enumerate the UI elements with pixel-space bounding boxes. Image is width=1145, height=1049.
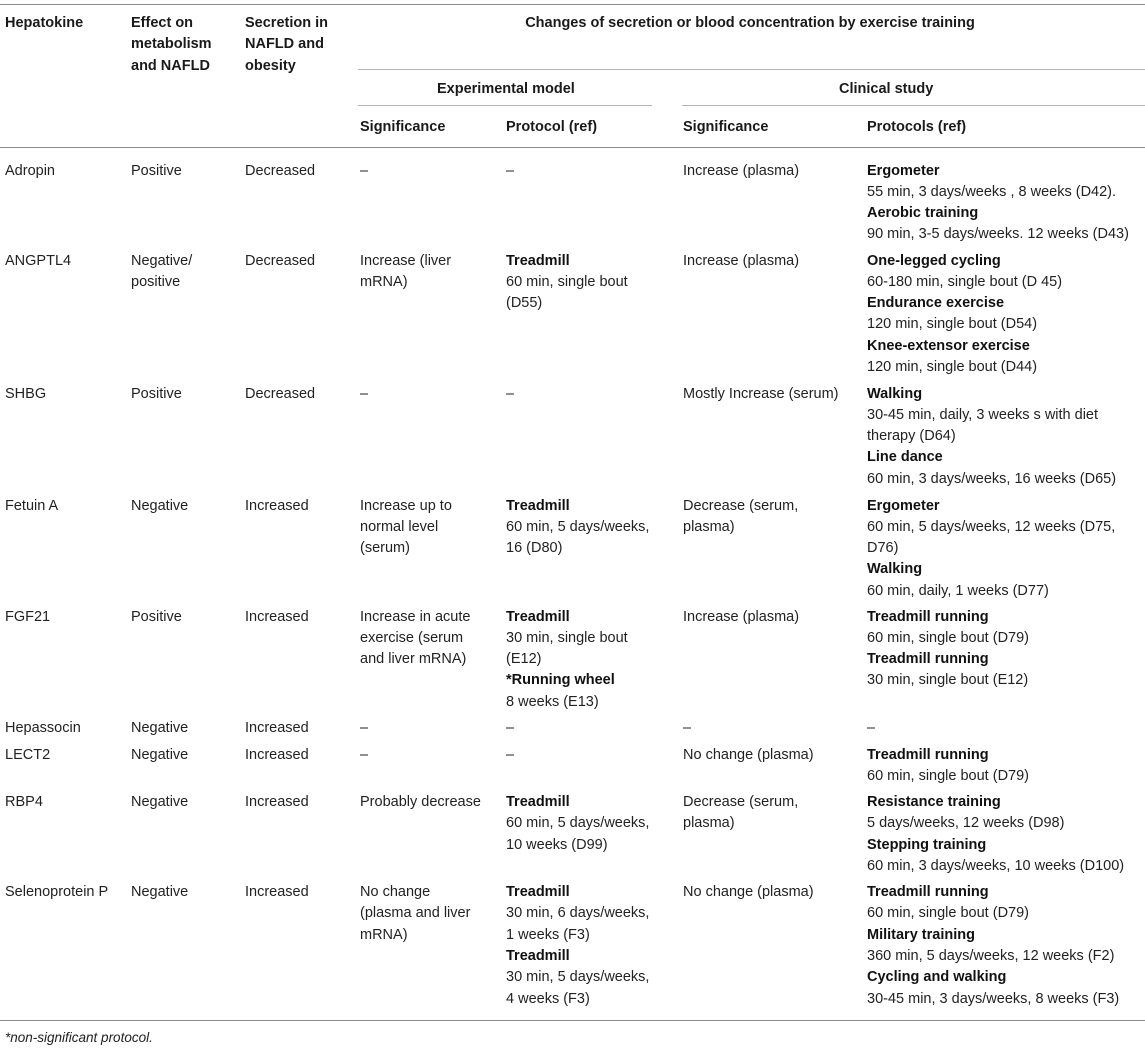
protocol-name: Treadmill running [867,746,989,763]
header-cli-proto: Protocols (ref) [867,119,967,135]
protocol-detail: therapy (D64) [867,428,956,445]
effect-cell: Positive [131,162,182,179]
hepatokine-name: RBP4 [5,794,43,810]
secretion-cell: Increased [245,720,309,736]
protocol-name: Military training [867,926,975,943]
exp-sig-cell: – [360,746,369,763]
secretion-cell: Increased [245,794,309,810]
exp-sig-cell: and liver mRNA) [360,651,467,668]
cli-sig-cell: Increase (plasma) [683,162,800,179]
protocol-name: Treadmill [506,794,570,810]
protocol-detail: 60 min, single bout (D79) [867,767,1029,784]
protocol-name: Treadmill running [867,651,989,668]
hepatokine-name: LECT2 [5,746,51,763]
exp-sig-cell: No change [360,884,431,900]
exp-sig-cell: Increase in acute [360,608,471,625]
secretion-cell: Increased [245,884,309,900]
secretion-cell: Decreased [245,252,316,269]
protocol-detail: 60 min, single bout [506,273,628,290]
protocol-name: Treadmill [506,884,570,900]
protocol-name: Walking [867,561,923,578]
protocol-detail: (D55) [506,295,543,312]
protocol-name: Aerobic training [867,205,979,222]
protocol-detail: D76) [867,540,899,557]
protocol-detail: 90 min, 3-5 days/weeks. 12 weeks (D43) [867,226,1129,243]
protocol-name: Treadmill [506,497,570,514]
protocol-detail: 60 min, 5 days/weeks, [506,815,650,832]
header-exp-sig: Significance [360,119,446,135]
header-bottom-rule [0,147,1145,148]
effect-cell: Negative [131,884,189,900]
protocol-name: *Running wheel [506,672,615,689]
hepatokine-name: Fetuin A [5,497,59,514]
protocol-name: Line dance [867,449,943,466]
header-cli-sig: Significance [683,119,769,135]
protocol-detail: 360 min, 5 days/weeks, 12 weeks (F2) [867,947,1115,964]
hepatokine-name: FGF21 [5,608,51,625]
secretion-cell: Decreased [245,385,316,402]
exp-sig-cell: (serum) [360,540,410,557]
header-effect: metabolism [131,36,212,53]
protocol-name: Knee-extensor exercise [867,337,1030,354]
protocol-name: Stepping training [867,836,987,853]
protocol-detail: 30 min, 5 days/weeks, [506,969,650,986]
header-secretion: NAFLD and [245,36,324,53]
cli-sig-cell: No change (plasma) [683,746,814,763]
protocol-name: Treadmill [506,608,570,625]
effect-cell: Positive [131,608,182,625]
cli-sig-cell: Increase (plasma) [683,608,800,625]
footnote: *non-significant protocol. [5,1030,153,1045]
protocol-name: Treadmill running [867,608,989,625]
effect-cell: Positive [131,385,182,402]
protocol-name: Treadmill [506,252,570,269]
exp-sig-cell: mRNA) [360,926,408,943]
protocol-detail: 30 min, single bout (E12) [867,672,1029,689]
protocol-name: Ergometer [867,497,940,514]
exp-sig-cell: Probably decrease [360,794,481,810]
effect-cell: Negative [131,720,189,736]
changes-underline [358,69,1145,70]
secretion-cell: Decreased [245,162,316,179]
header-secretion: Secretion in [245,15,328,31]
secretion-cell: Increased [245,746,309,763]
cli-sig-cell: Increase (plasma) [683,252,800,269]
header-hepatokine: Hepatokine [5,15,84,31]
hepatokine-name: SHBG [5,385,47,402]
protocol-detail: – [506,162,515,179]
effect-cell: Negative [131,746,189,763]
protocol-detail: – [506,746,515,763]
protocol-detail: 60 min, 5 days/weeks, [506,518,650,535]
exp-sig-cell: Increase (liver [360,252,452,269]
exp-sig-cell: – [360,162,369,179]
protocol-name: Ergometer [867,162,940,179]
effect-cell: Negative/ [131,252,193,269]
protocol-detail: 60 min, single bout (D79) [867,629,1029,646]
protocol-detail: 60 min, 3 days/weeks, 10 weeks (D100) [867,857,1125,874]
protocol-name: Treadmill running [867,884,989,900]
cli-sig-cell: Mostly Increase (serum) [683,385,839,402]
secretion-cell: Increased [245,497,309,514]
cli-sig-cell: plasma) [683,518,735,535]
protocol-detail: 60 min, single bout (D79) [867,905,1029,922]
exp-sig-cell: exercise (serum [360,629,464,646]
cli-sig-cell: Decrease (serum, [683,497,799,514]
protocol-detail: – [506,720,515,736]
protocol-detail: (E12) [506,651,542,668]
protocol-name: Resistance training [867,794,1001,810]
cli-sig-cell: Decrease (serum, [683,794,799,810]
protocol-detail: 30-45 min, 3 days/weeks, 8 weeks (F3) [867,990,1120,1007]
header-exp-proto: Protocol (ref) [506,119,598,135]
header-effect: Effect on [131,15,194,31]
protocol-detail: 5 days/weeks, 12 weeks (D98) [867,815,1065,832]
cli-sig-cell: – [683,720,692,736]
protocol-detail: 60-180 min, single bout (D 45) [867,273,1063,290]
protocol-detail: 120 min, single bout (D44) [867,359,1038,375]
cli-sig-cell: No change (plasma) [683,884,814,900]
hepatokine-name: ANGPTL4 [5,252,72,269]
protocol-name: One-legged cycling [867,252,1001,269]
exp-sig-cell: Increase up to [360,497,452,514]
protocol-detail: – [506,385,515,402]
exp-sig-cell: normal level [360,518,439,535]
protocol-detail: 4 weeks (F3) [506,990,590,1007]
protocol-name: Treadmill [506,947,570,964]
protocol-detail: 16 (D80) [506,540,563,557]
exp-sig-cell: (plasma and liver [360,905,471,922]
protocol-detail: 1 weeks (F3) [506,926,590,943]
protocol-detail: 30-45 min, daily, 3 weeks s with diet [867,406,1099,423]
protocol-detail: – [867,720,876,736]
table-bottom-rule [0,1020,1145,1021]
protocol-detail: 8 weeks (E13) [506,693,599,710]
table-top-rule [0,4,1145,5]
cli-sig-cell: plasma) [683,815,735,832]
hepatokine-name: Hepassocin [5,720,81,736]
protocol-detail: 120 min, single bout (D54) [867,316,1038,333]
protocol-detail: 30 min, 6 days/weeks, [506,905,650,922]
exp-sig-cell: – [360,720,369,736]
protocol-name: Cycling and walking [867,969,1007,986]
header-clinical: Clinical study [839,81,934,97]
secretion-cell: Increased [245,608,309,625]
header-effect: and NAFLD [131,57,210,74]
experimental-underline [358,105,652,106]
protocol-detail: 60 min, 3 days/weeks, 16 weeks (D65) [867,470,1117,487]
protocol-detail: 30 min, single bout [506,629,628,646]
header-secretion: obesity [245,57,296,74]
hepatokine-name: Adropin [5,162,55,179]
protocol-name: Endurance exercise [867,295,1005,312]
exp-sig-cell: mRNA) [360,273,408,290]
header-experimental: Experimental model [437,81,575,97]
effect-cell: Negative [131,497,189,514]
protocol-name: Walking [867,385,923,402]
hepatokine-name: Selenoprotein P [5,884,109,900]
clinical-underline [682,105,1145,106]
protocol-detail: 60 min, daily, 1 weeks (D77) [867,582,1049,599]
exp-sig-cell: – [360,385,369,402]
protocol-detail: 10 weeks (D99) [506,836,608,853]
header-changes: Changes of secretion or blood concentration by exercise training [525,15,975,31]
effect-cell: Negative [131,794,189,810]
protocol-detail: 60 min, 5 days/weeks, 12 weeks (D75, [867,518,1116,535]
protocol-detail: 55 min, 3 days/weeks , 8 weeks (D42). [867,183,1117,200]
effect-cell: positive [131,273,181,290]
